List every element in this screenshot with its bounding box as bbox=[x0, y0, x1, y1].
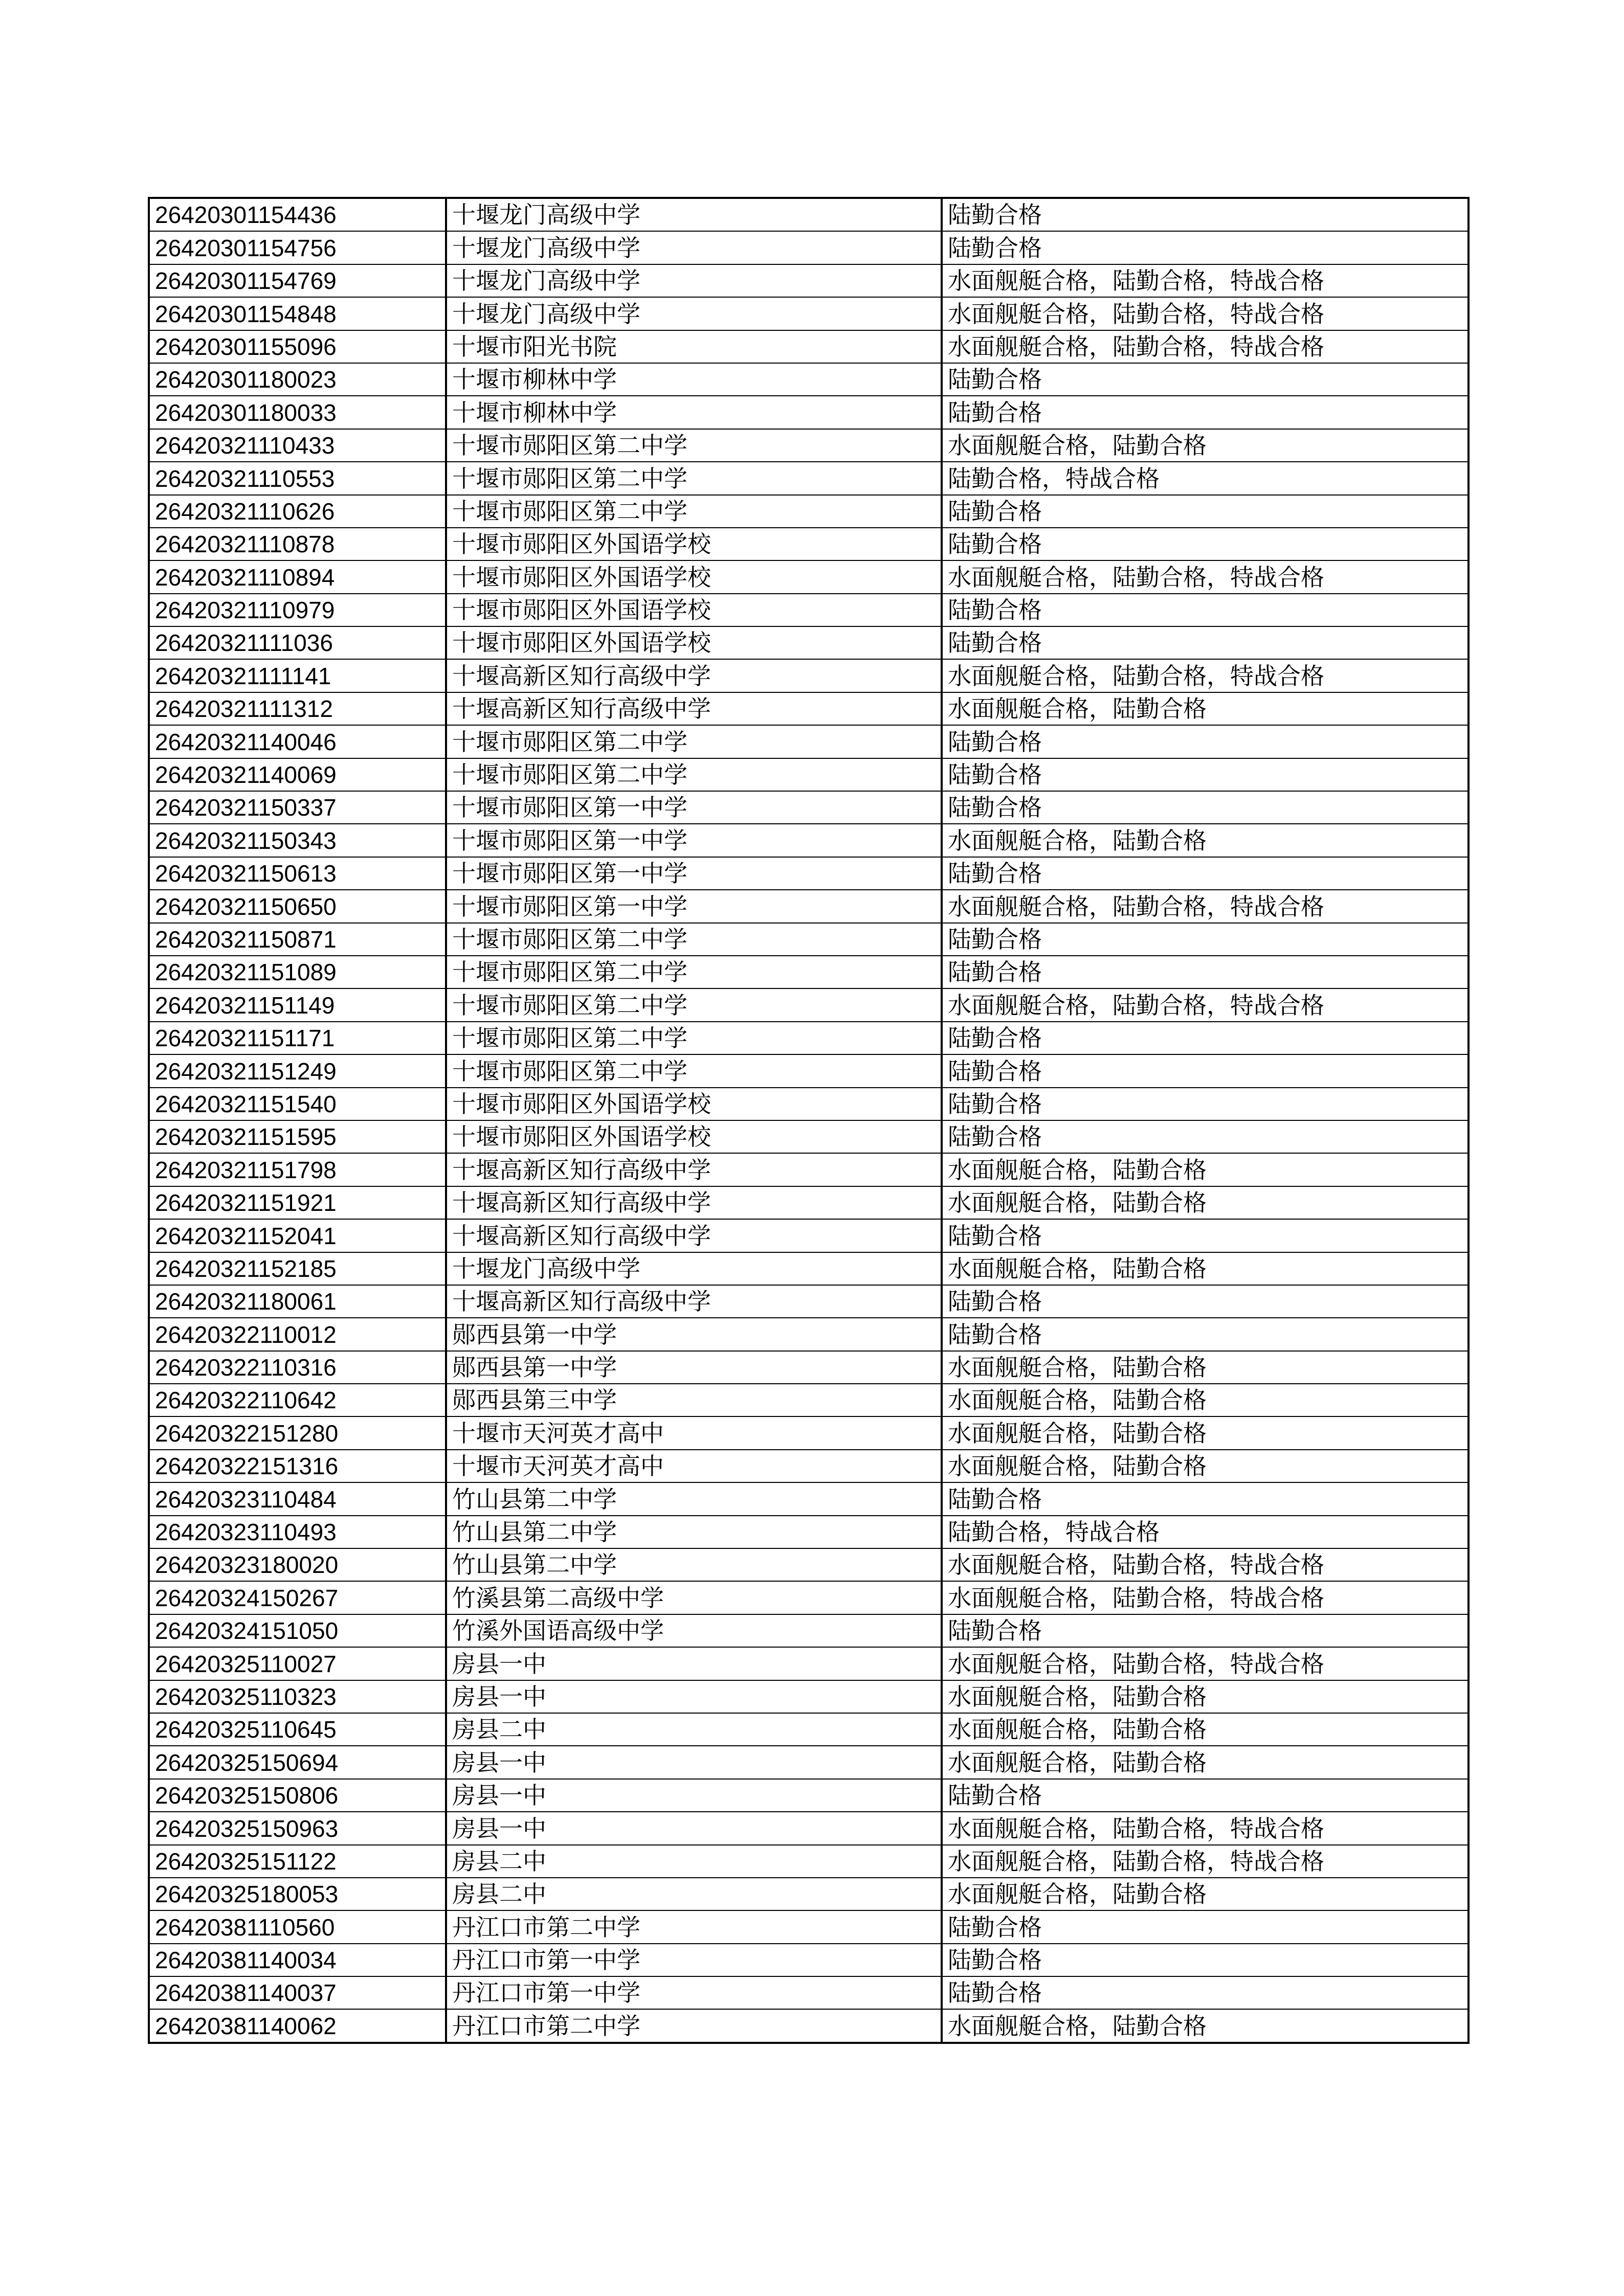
school-name-cell: 十堰市郧阳区第一中学 bbox=[446, 791, 942, 824]
qualification-result-cell: 水面舰艇合格，陆勤合格，特战合格 bbox=[942, 1548, 1469, 1581]
school-name-cell: 郧西县第一中学 bbox=[446, 1351, 942, 1384]
table-row bbox=[149, 1450, 1469, 1482]
candidate-id-cell: 26420323110493 bbox=[149, 1516, 446, 1548]
candidate-id-cell: 26420322110642 bbox=[149, 1384, 446, 1416]
qualification-result-cell: 陆勤合格 bbox=[942, 1120, 1469, 1153]
table-row bbox=[149, 1944, 1469, 1976]
table-row bbox=[149, 1153, 1469, 1186]
candidate-id-cell: 26420321151798 bbox=[149, 1153, 446, 1186]
school-name-cell: 竹溪县第二高级中学 bbox=[446, 1581, 942, 1614]
school-name-cell: 十堰市郧阳区第一中学 bbox=[446, 824, 942, 857]
candidate-id-cell: 26420322110012 bbox=[149, 1318, 446, 1350]
table-row bbox=[149, 791, 1469, 824]
table-row bbox=[149, 1976, 1469, 2009]
candidate-id-cell: 26420321150613 bbox=[149, 857, 446, 890]
school-name-cell: 房县二中 bbox=[446, 1713, 942, 1746]
table-row bbox=[149, 857, 1469, 890]
table-row bbox=[149, 1219, 1469, 1252]
school-name-cell: 十堰市郧阳区第二中学 bbox=[446, 758, 942, 791]
candidate-id-cell: 26420321151540 bbox=[149, 1088, 446, 1120]
school-name-cell: 房县一中 bbox=[446, 1812, 942, 1844]
qualification-result-cell: 陆勤合格 bbox=[942, 231, 1469, 264]
table-row bbox=[149, 1713, 1469, 1746]
qualification-result-cell: 水面舰艇合格，陆勤合格，特战合格 bbox=[942, 988, 1469, 1021]
table-row bbox=[149, 462, 1469, 494]
qualification-result-cell: 水面舰艇合格，陆勤合格 bbox=[942, 1450, 1469, 1482]
school-name-cell: 十堰高新区知行高级中学 bbox=[446, 659, 942, 692]
candidate-id-cell: 26420321111312 bbox=[149, 692, 446, 725]
candidate-id-cell: 26420301154436 bbox=[149, 198, 446, 231]
candidate-id-cell: 26420323110484 bbox=[149, 1482, 446, 1515]
qualification-result-cell: 陆勤合格 bbox=[942, 363, 1469, 396]
candidate-id-cell: 26420325150694 bbox=[149, 1746, 446, 1779]
school-name-cell: 十堰市郧阳区第一中学 bbox=[446, 890, 942, 922]
qualification-result-cell: 水面舰艇合格，陆勤合格，特战合格 bbox=[942, 1845, 1469, 1878]
table-row bbox=[149, 264, 1469, 297]
candidate-id-cell: 26420381140037 bbox=[149, 1976, 446, 2009]
school-name-cell: 十堰市郧阳区外国语学校 bbox=[446, 1120, 942, 1153]
qualification-result-cell: 水面舰艇合格，陆勤合格，特战合格 bbox=[942, 890, 1469, 922]
candidate-id-cell: 26420381110560 bbox=[149, 1910, 446, 1943]
qualification-result-cell: 陆勤合格 bbox=[942, 1482, 1469, 1515]
table-row bbox=[149, 1482, 1469, 1515]
school-name-cell: 竹溪外国语高级中学 bbox=[446, 1614, 942, 1647]
candidate-id-cell: 26420325110027 bbox=[149, 1647, 446, 1680]
candidate-id-cell: 26420321140069 bbox=[149, 758, 446, 791]
candidate-id-cell: 26420321180061 bbox=[149, 1285, 446, 1318]
table-row bbox=[149, 1416, 1469, 1449]
qualification-result-cell: 陆勤合格 bbox=[942, 1910, 1469, 1943]
school-name-cell: 十堰市郧阳区第二中学 bbox=[446, 462, 942, 494]
school-name-cell: 十堰市天河英才高中 bbox=[446, 1450, 942, 1482]
school-name-cell: 丹江口市第二中学 bbox=[446, 1910, 942, 1943]
candidate-id-cell: 26420321151595 bbox=[149, 1120, 446, 1153]
table-row bbox=[149, 330, 1469, 363]
school-name-cell: 十堰市郧阳区外国语学校 bbox=[446, 528, 942, 560]
school-name-cell: 十堰市天河英才高中 bbox=[446, 1416, 942, 1449]
school-name-cell: 十堰市郧阳区外国语学校 bbox=[446, 560, 942, 593]
table-row bbox=[149, 594, 1469, 626]
qualification-result-cell: 水面舰艇合格，陆勤合格 bbox=[942, 1680, 1469, 1713]
school-name-cell: 十堰高新区知行高级中学 bbox=[446, 1219, 942, 1252]
table-row bbox=[149, 1680, 1469, 1713]
school-name-cell: 十堰龙门高级中学 bbox=[446, 198, 942, 231]
qualification-result-cell: 水面舰艇合格，陆勤合格 bbox=[942, 1153, 1469, 1186]
qualification-result-cell: 陆勤合格 bbox=[942, 725, 1469, 758]
qualification-result-cell: 水面舰艇合格，陆勤合格 bbox=[942, 1878, 1469, 1910]
qualification-result-cell: 水面舰艇合格，陆勤合格，特战合格 bbox=[942, 264, 1469, 297]
qualification-result-cell: 陆勤合格 bbox=[942, 528, 1469, 560]
table-row bbox=[149, 1845, 1469, 1878]
candidate-id-cell: 26420321111141 bbox=[149, 659, 446, 692]
school-name-cell: 竹山县第二中学 bbox=[446, 1548, 942, 1581]
table-row bbox=[149, 626, 1469, 659]
school-name-cell: 十堰市郧阳区第一中学 bbox=[446, 857, 942, 890]
school-name-cell: 十堰龙门高级中学 bbox=[446, 297, 942, 330]
candidate-id-cell: 26420321111036 bbox=[149, 626, 446, 659]
school-name-cell: 房县一中 bbox=[446, 1647, 942, 1680]
table-row bbox=[149, 692, 1469, 725]
school-name-cell: 郧西县第一中学 bbox=[446, 1318, 942, 1350]
candidate-id-cell: 26420322151280 bbox=[149, 1416, 446, 1449]
qualification-result-cell: 陆勤合格 bbox=[942, 198, 1469, 231]
school-name-cell: 十堰市郧阳区第二中学 bbox=[446, 1022, 942, 1054]
candidate-id-cell: 26420323180020 bbox=[149, 1548, 446, 1581]
qualification-result-cell: 陆勤合格 bbox=[942, 923, 1469, 956]
candidate-id-cell: 26420325110645 bbox=[149, 1713, 446, 1746]
school-name-cell: 竹山县第二中学 bbox=[446, 1516, 942, 1548]
table-row bbox=[149, 560, 1469, 593]
candidate-id-cell: 26420325110323 bbox=[149, 1680, 446, 1713]
qualification-result-cell: 陆勤合格 bbox=[942, 1944, 1469, 1976]
qualification-result-cell: 水面舰艇合格，陆勤合格 bbox=[942, 1186, 1469, 1219]
table-row bbox=[149, 2009, 1469, 2042]
table-row bbox=[149, 363, 1469, 396]
school-name-cell: 房县一中 bbox=[446, 1746, 942, 1779]
table-row bbox=[149, 198, 1469, 231]
qualification-result-cell: 陆勤合格 bbox=[942, 1318, 1469, 1350]
qualification-result-cell: 水面舰艇合格，陆勤合格 bbox=[942, 692, 1469, 725]
candidate-id-cell: 26420324151050 bbox=[149, 1614, 446, 1647]
candidate-id-cell: 26420322151316 bbox=[149, 1450, 446, 1482]
table-row bbox=[149, 1252, 1469, 1285]
table-row bbox=[149, 1614, 1469, 1647]
qualification-result-cell: 水面舰艇合格，陆勤合格，特战合格 bbox=[942, 1581, 1469, 1614]
table-row bbox=[149, 429, 1469, 462]
table-row bbox=[149, 297, 1469, 330]
candidate-id-cell: 26420325180053 bbox=[149, 1878, 446, 1910]
school-name-cell: 十堰市郧阳区外国语学校 bbox=[446, 594, 942, 626]
candidate-id-cell: 26420321152041 bbox=[149, 1219, 446, 1252]
qualification-result-cell: 陆勤合格 bbox=[942, 1054, 1469, 1087]
results-table-body bbox=[149, 198, 1469, 2043]
school-name-cell: 十堰龙门高级中学 bbox=[446, 264, 942, 297]
candidate-id-cell: 26420321110433 bbox=[149, 429, 446, 462]
candidate-id-cell: 26420321150871 bbox=[149, 923, 446, 956]
table-row bbox=[149, 231, 1469, 264]
candidate-id-cell: 26420321151149 bbox=[149, 988, 446, 1021]
school-name-cell: 竹山县第二中学 bbox=[446, 1482, 942, 1515]
school-name-cell: 房县一中 bbox=[446, 1779, 942, 1812]
school-name-cell: 十堰市郧阳区外国语学校 bbox=[446, 1088, 942, 1120]
school-name-cell: 十堰市柳林中学 bbox=[446, 363, 942, 396]
school-name-cell: 丹江口市第一中学 bbox=[446, 1976, 942, 2009]
table-row bbox=[149, 1186, 1469, 1219]
qualification-result-cell: 水面舰艇合格，陆勤合格 bbox=[942, 429, 1469, 462]
candidate-id-cell: 26420301180023 bbox=[149, 363, 446, 396]
table-row bbox=[149, 1746, 1469, 1779]
table-row bbox=[149, 758, 1469, 791]
table-row bbox=[149, 396, 1469, 429]
qualification-result-cell: 水面舰艇合格，陆勤合格，特战合格 bbox=[942, 1812, 1469, 1844]
table-row bbox=[149, 1516, 1469, 1548]
table-row bbox=[149, 1351, 1469, 1384]
school-name-cell: 十堰市郧阳区第二中学 bbox=[446, 956, 942, 988]
candidate-id-cell: 26420321151921 bbox=[149, 1186, 446, 1219]
table-row bbox=[149, 1384, 1469, 1416]
candidate-id-cell: 26420321110894 bbox=[149, 560, 446, 593]
candidate-id-cell: 26420381140062 bbox=[149, 2009, 446, 2042]
table-row bbox=[149, 528, 1469, 560]
qualification-result-cell: 陆勤合格 bbox=[942, 1022, 1469, 1054]
table-row bbox=[149, 1878, 1469, 1910]
table-row bbox=[149, 824, 1469, 857]
table-row bbox=[149, 1120, 1469, 1153]
school-name-cell: 十堰市郧阳区第二中学 bbox=[446, 495, 942, 528]
table-row bbox=[149, 956, 1469, 988]
school-name-cell: 十堰市郧阳区第二中学 bbox=[446, 1054, 942, 1087]
table-row bbox=[149, 1548, 1469, 1581]
qualification-result-cell: 水面舰艇合格，陆勤合格，特战合格 bbox=[942, 297, 1469, 330]
school-name-cell: 十堰高新区知行高级中学 bbox=[446, 1153, 942, 1186]
table-row bbox=[149, 890, 1469, 922]
qualification-result-cell: 水面舰艇合格，陆勤合格 bbox=[942, 1713, 1469, 1746]
qualification-result-cell: 水面舰艇合格，陆勤合格 bbox=[942, 1252, 1469, 1285]
qualification-result-cell: 水面舰艇合格，陆勤合格，特战合格 bbox=[942, 659, 1469, 692]
qualification-result-cell: 陆勤合格 bbox=[942, 594, 1469, 626]
candidate-id-cell: 26420301154756 bbox=[149, 231, 446, 264]
qualification-result-cell: 陆勤合格 bbox=[942, 857, 1469, 890]
qualification-result-cell: 陆勤合格，特战合格 bbox=[942, 462, 1469, 494]
candidate-id-cell: 26420321110979 bbox=[149, 594, 446, 626]
qualification-result-cell: 陆勤合格 bbox=[942, 791, 1469, 824]
qualification-result-cell: 水面舰艇合格，陆勤合格 bbox=[942, 1351, 1469, 1384]
qualification-result-cell: 水面舰艇合格，陆勤合格，特战合格 bbox=[942, 1647, 1469, 1680]
qualification-result-cell: 水面舰艇合格，陆勤合格，特战合格 bbox=[942, 560, 1469, 593]
school-name-cell: 十堰市郧阳区第二中学 bbox=[446, 923, 942, 956]
candidate-id-cell: 26420301180033 bbox=[149, 396, 446, 429]
table-row bbox=[149, 725, 1469, 758]
school-name-cell: 十堰龙门高级中学 bbox=[446, 231, 942, 264]
qualification-result-cell: 陆勤合格 bbox=[942, 626, 1469, 659]
school-name-cell: 十堰市郧阳区第二中学 bbox=[446, 725, 942, 758]
candidate-id-cell: 26420301155096 bbox=[149, 330, 446, 363]
candidate-id-cell: 26420321152185 bbox=[149, 1252, 446, 1285]
qualification-result-cell: 陆勤合格 bbox=[942, 1614, 1469, 1647]
school-name-cell: 丹江口市第二中学 bbox=[446, 2009, 942, 2042]
table-row bbox=[149, 1088, 1469, 1120]
qualification-result-cell: 水面舰艇合格，陆勤合格，特战合格 bbox=[942, 330, 1469, 363]
school-name-cell: 十堰市郧阳区第二中学 bbox=[446, 429, 942, 462]
qualification-result-cell: 陆勤合格 bbox=[942, 1285, 1469, 1318]
candidate-id-cell: 26420321150337 bbox=[149, 791, 446, 824]
school-name-cell: 十堰龙门高级中学 bbox=[446, 1252, 942, 1285]
candidate-id-cell: 26420322110316 bbox=[149, 1351, 446, 1384]
school-name-cell: 十堰高新区知行高级中学 bbox=[446, 1186, 942, 1219]
candidate-id-cell: 26420321110878 bbox=[149, 528, 446, 560]
table-row bbox=[149, 1581, 1469, 1614]
candidate-id-cell: 26420325150806 bbox=[149, 1779, 446, 1812]
table-row bbox=[149, 1910, 1469, 1943]
table-row bbox=[149, 988, 1469, 1021]
school-name-cell: 丹江口市第一中学 bbox=[446, 1944, 942, 1976]
table-row bbox=[149, 1318, 1469, 1350]
candidate-id-cell: 26420321110553 bbox=[149, 462, 446, 494]
candidate-id-cell: 26420321151089 bbox=[149, 956, 446, 988]
table-row bbox=[149, 923, 1469, 956]
candidate-id-cell: 26420321110626 bbox=[149, 495, 446, 528]
school-name-cell: 郧西县第三中学 bbox=[446, 1384, 942, 1416]
school-name-cell: 十堰高新区知行高级中学 bbox=[446, 692, 942, 725]
school-name-cell: 房县二中 bbox=[446, 1878, 942, 1910]
candidate-id-cell: 26420325150963 bbox=[149, 1812, 446, 1844]
table-row bbox=[149, 1812, 1469, 1844]
qualification-result-cell: 陆勤合格，特战合格 bbox=[942, 1516, 1469, 1548]
qualification-result-cell: 陆勤合格 bbox=[942, 1779, 1469, 1812]
candidate-id-cell: 26420321151171 bbox=[149, 1022, 446, 1054]
table-row bbox=[149, 1022, 1469, 1054]
qualification-result-cell: 水面舰艇合格，陆勤合格 bbox=[942, 2009, 1469, 2042]
candidate-id-cell: 26420381140034 bbox=[149, 1944, 446, 1976]
results-sheet bbox=[148, 197, 1467, 2044]
school-name-cell: 十堰市阳光书院 bbox=[446, 330, 942, 363]
candidate-id-cell: 26420321151249 bbox=[149, 1054, 446, 1087]
candidate-id-cell: 26420325151122 bbox=[149, 1845, 446, 1878]
table-row bbox=[149, 659, 1469, 692]
candidate-id-cell: 26420324150267 bbox=[149, 1581, 446, 1614]
candidate-id-cell: 26420321150650 bbox=[149, 890, 446, 922]
candidate-id-cell: 26420301154769 bbox=[149, 264, 446, 297]
school-name-cell: 十堰市郧阳区第二中学 bbox=[446, 988, 942, 1021]
qualification-result-cell: 水面舰艇合格，陆勤合格 bbox=[942, 1384, 1469, 1416]
school-name-cell: 房县一中 bbox=[446, 1680, 942, 1713]
qualification-result-cell: 陆勤合格 bbox=[942, 1976, 1469, 2009]
candidate-id-cell: 26420321150343 bbox=[149, 824, 446, 857]
qualification-result-cell: 陆勤合格 bbox=[942, 758, 1469, 791]
table-row bbox=[149, 495, 1469, 528]
qualification-result-cell: 陆勤合格 bbox=[942, 495, 1469, 528]
table-row bbox=[149, 1285, 1469, 1318]
table-row bbox=[149, 1779, 1469, 1812]
school-name-cell: 十堰市郧阳区外国语学校 bbox=[446, 626, 942, 659]
qualification-result-cell: 陆勤合格 bbox=[942, 956, 1469, 988]
results-table bbox=[148, 197, 1470, 2044]
candidate-id-cell: 26420321140046 bbox=[149, 725, 446, 758]
school-name-cell: 十堰高新区知行高级中学 bbox=[446, 1285, 942, 1318]
qualification-result-cell: 水面舰艇合格，陆勤合格 bbox=[942, 824, 1469, 857]
qualification-result-cell: 陆勤合格 bbox=[942, 396, 1469, 429]
qualification-result-cell: 水面舰艇合格，陆勤合格 bbox=[942, 1416, 1469, 1449]
table-row bbox=[149, 1054, 1469, 1087]
qualification-result-cell: 陆勤合格 bbox=[942, 1088, 1469, 1120]
candidate-id-cell: 26420301154848 bbox=[149, 297, 446, 330]
school-name-cell: 房县二中 bbox=[446, 1845, 942, 1878]
qualification-result-cell: 水面舰艇合格，陆勤合格 bbox=[942, 1746, 1469, 1779]
school-name-cell: 十堰市柳林中学 bbox=[446, 396, 942, 429]
table-row bbox=[149, 1647, 1469, 1680]
qualification-result-cell: 陆勤合格 bbox=[942, 1219, 1469, 1252]
